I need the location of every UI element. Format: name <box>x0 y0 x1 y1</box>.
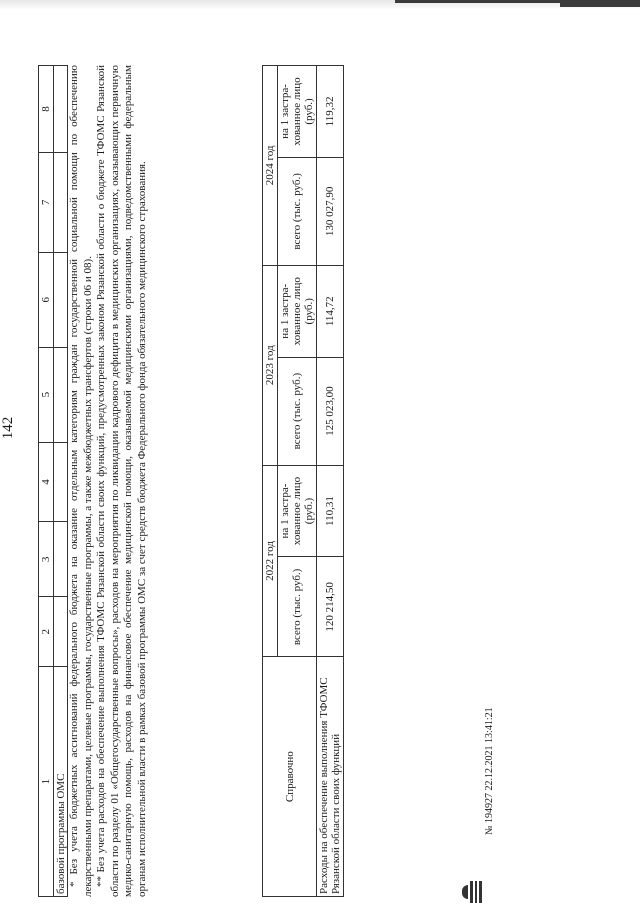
column-header: 5 <box>39 347 54 442</box>
cell-value: 114,72 <box>317 265 344 357</box>
sub-header: всего (тыс. руб.) <box>278 157 317 265</box>
column-header: 6 <box>39 252 54 347</box>
cell-value: 119,32 <box>317 66 344 158</box>
document-serial: № 194927 22.12.2021 13:41:21 <box>484 707 495 835</box>
row-label: базовой программы ОМС <box>54 667 68 897</box>
year-header: 2022 год <box>263 465 278 657</box>
cell-value: 125 023,00 <box>317 357 344 465</box>
sub-header: всего (тыс. руб.) <box>278 357 317 465</box>
table-row <box>317 66 344 897</box>
table-row <box>263 66 278 897</box>
cell-value: 120 214,50 <box>317 557 344 657</box>
row-label: Расходы на обеспечение выполнения ТФОМС Рязанской области своих функций <box>317 657 344 897</box>
page-number: 142 <box>0 416 16 440</box>
footnote: ** Без учета расходов на обеспечение выполнения ТФОМС Рязанской области своих функций, предусмотренных законом Рязанской области о бюджете ТФОМС Рязанской области по разделу 01 «Общегосударственные вопросы», расходов на мероприятия по ликвидации кадрового дефицита в медицинских организациях, оказывающих первичную медико-санитарную помощь, расходов на финансовое обеспечение медицинской помощи, оказываемой медицинскими организациями, подведомственными федеральным органам исполнительной власти в рамках базовой программы ОМС за счет средств бюджета Федерального фонда обязательного медицинского страхования. <box>95 65 148 897</box>
column-header: 1 <box>39 667 54 897</box>
table-row <box>54 66 68 897</box>
sub-header: на 1 застра-хованное лицо (руб.) <box>278 265 317 357</box>
column-header: 2 <box>39 597 54 667</box>
cell-value: 110,31 <box>317 465 344 557</box>
reference-table <box>262 65 344 897</box>
table-row <box>39 66 54 897</box>
sub-header: на 1 застра-хованное лицо (руб.) <box>278 465 317 557</box>
column-header: 3 <box>39 522 54 597</box>
footnotes <box>68 65 150 897</box>
column-header: 4 <box>39 442 54 522</box>
footnote: * Без учета бюджетных ассигнований федерального бюджета на оказание отдельным категориям граждан государственной социальной помощи по обеспечению лекарственными препаратами, целевые программы, государственные программы, а также межбюджетных трансфертов (строки 06 и 08). <box>68 65 94 897</box>
year-header: 2024 год <box>263 66 278 266</box>
stamp-icon <box>462 881 482 903</box>
column-header: 7 <box>39 152 54 252</box>
sub-header: на 1 застра-хованное лицо (руб.) <box>278 66 317 158</box>
column-header: 8 <box>39 66 54 153</box>
year-header: 2023 год <box>263 265 278 465</box>
sub-header: всего (тыс. руб.) <box>278 557 317 657</box>
cell-value: 130 027,90 <box>317 157 344 265</box>
header-label: Справочно <box>263 657 317 897</box>
top-table <box>38 65 68 897</box>
